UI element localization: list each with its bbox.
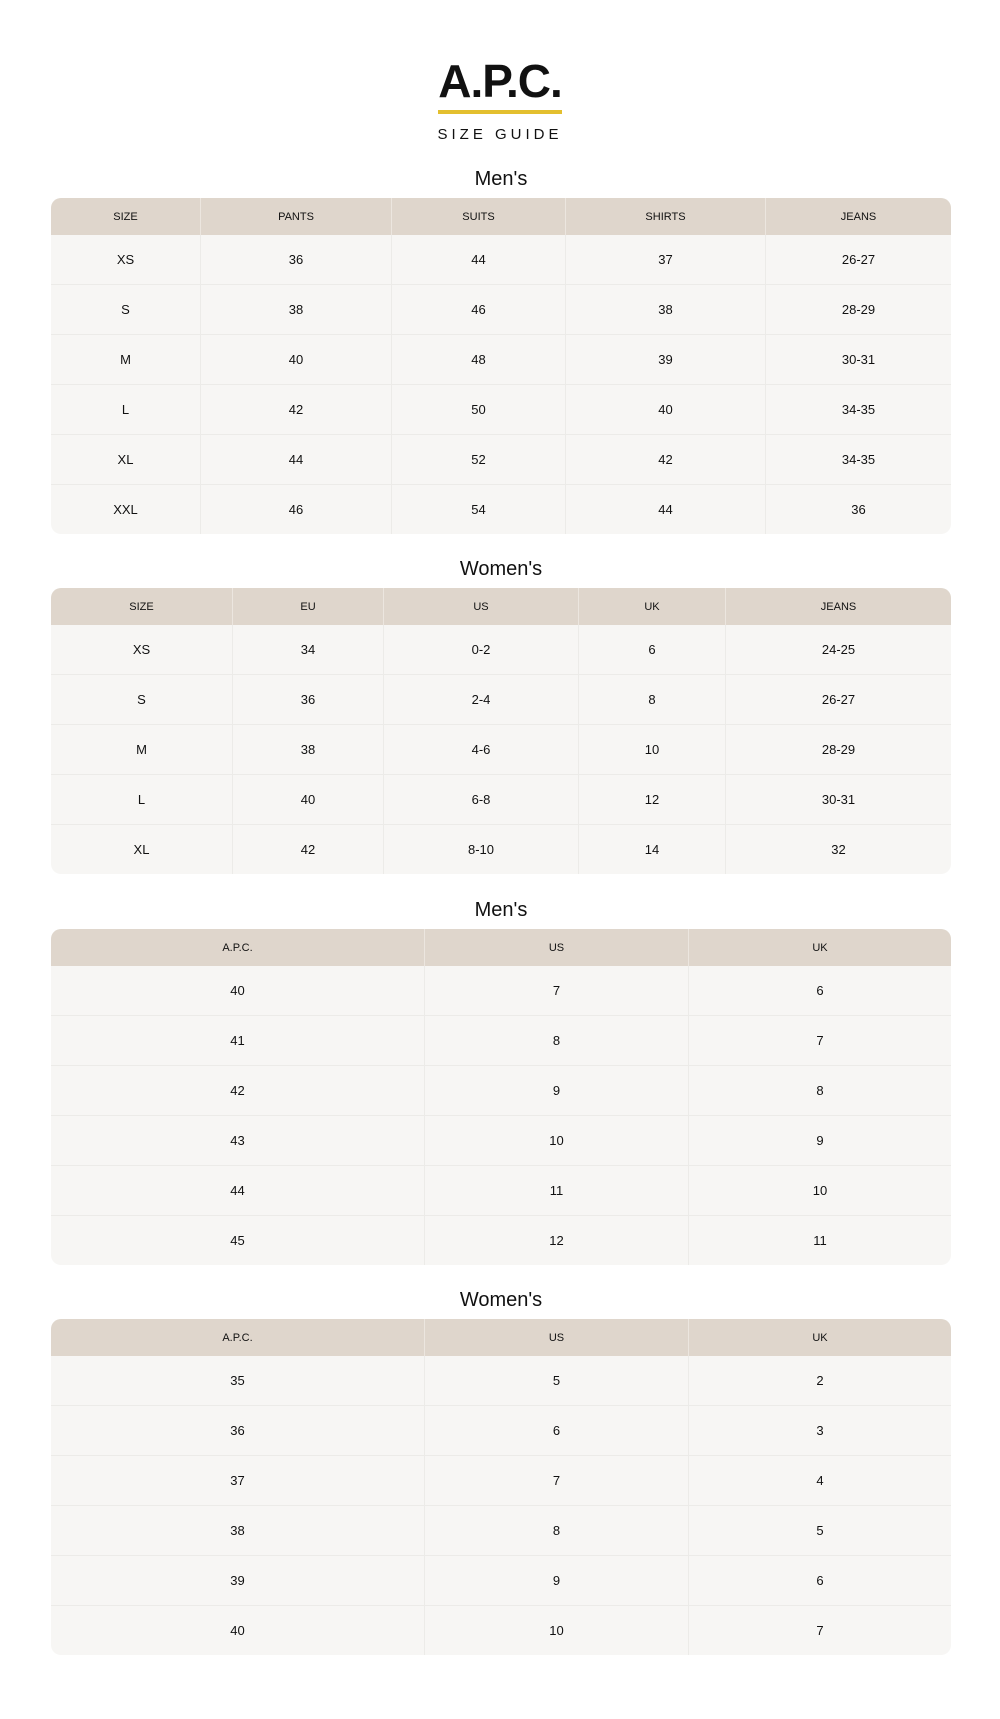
table-header-row bbox=[51, 588, 951, 625]
table-row bbox=[51, 1115, 951, 1165]
table-cell: 46 bbox=[200, 484, 391, 534]
table-cell: 28-29 bbox=[765, 284, 951, 334]
table-cell: 38 bbox=[200, 284, 391, 334]
column-header: UK bbox=[688, 929, 951, 966]
table-cell: 30-31 bbox=[725, 774, 951, 824]
mens-shoes-section bbox=[51, 897, 951, 1265]
table-row bbox=[51, 1605, 951, 1655]
table-row bbox=[51, 334, 951, 384]
table-row bbox=[51, 625, 951, 674]
table-cell: 9 bbox=[424, 1555, 688, 1605]
table-cell: 42 bbox=[51, 1065, 424, 1115]
table-cell: 39 bbox=[51, 1555, 424, 1605]
table-cell: 4 bbox=[688, 1455, 951, 1505]
table-cell: 28-29 bbox=[725, 724, 951, 774]
table-cell: 34 bbox=[232, 625, 383, 674]
table-cell: 2 bbox=[688, 1356, 951, 1405]
womens-shoes-section bbox=[51, 1287, 951, 1655]
column-header: JEANS bbox=[765, 198, 951, 235]
table-cell: L bbox=[51, 774, 232, 824]
table-row bbox=[51, 1356, 951, 1405]
table-cell: 4-6 bbox=[383, 724, 578, 774]
table-cell: 36 bbox=[200, 235, 391, 284]
column-header: SIZE bbox=[51, 588, 232, 625]
table-cell: 8 bbox=[578, 674, 725, 724]
table-cell: 7 bbox=[688, 1605, 951, 1655]
table-cell: 6 bbox=[578, 625, 725, 674]
table-cell: 7 bbox=[424, 1455, 688, 1505]
section-title: Men's bbox=[474, 899, 528, 921]
table-cell: 43 bbox=[51, 1115, 424, 1165]
mens-clothing-section bbox=[51, 166, 951, 534]
table-cell: 10 bbox=[688, 1165, 951, 1215]
table-cell: 0-2 bbox=[383, 625, 578, 674]
table-cell: 30-31 bbox=[765, 334, 951, 384]
table-cell: 9 bbox=[688, 1115, 951, 1165]
table-row bbox=[51, 774, 951, 824]
table-cell: 14 bbox=[578, 824, 725, 874]
column-header: A.P.C. bbox=[51, 1319, 424, 1356]
table-cell: 44 bbox=[565, 484, 765, 534]
column-header: UK bbox=[578, 588, 725, 625]
table-cell: 41 bbox=[51, 1015, 424, 1065]
table-cell: 26-27 bbox=[765, 235, 951, 284]
table-cell: 35 bbox=[230, 1373, 245, 1388]
table-cell: 37 bbox=[51, 1455, 424, 1505]
mens-shoes-table bbox=[51, 929, 951, 1265]
table-cell: XL bbox=[51, 434, 200, 484]
table-cell: 36 bbox=[51, 1405, 424, 1455]
section-title: Women's bbox=[459, 558, 543, 580]
table-cell: 37 bbox=[565, 235, 765, 284]
table-cell: 34-35 bbox=[765, 384, 951, 434]
table-cell: 24-25 bbox=[725, 625, 951, 674]
table-cell: 48 bbox=[391, 334, 565, 384]
table-cell: XXL bbox=[51, 484, 200, 534]
section-title: Women's bbox=[459, 1289, 543, 1311]
table-cell: 50 bbox=[391, 384, 565, 434]
womens-shoes-table bbox=[51, 1319, 951, 1655]
table-row bbox=[51, 384, 951, 434]
table-cell: 9 bbox=[424, 1065, 688, 1115]
table-cell: 26-27 bbox=[725, 674, 951, 724]
table-cell: 6-8 bbox=[383, 774, 578, 824]
table-cell: 10 bbox=[424, 1115, 688, 1165]
womens-clothing-table bbox=[51, 588, 951, 874]
table-cell: XL bbox=[51, 824, 232, 874]
table-cell: 12 bbox=[424, 1215, 688, 1265]
table-cell: 10 bbox=[578, 724, 725, 774]
column-header: SHIRTS bbox=[565, 198, 765, 235]
table-cell: 12 bbox=[578, 774, 725, 824]
table-cell: 8 bbox=[424, 1505, 688, 1555]
table-row bbox=[51, 1165, 951, 1215]
page-subtitle: SIZE GUIDE bbox=[437, 126, 563, 143]
section-title: Men's bbox=[474, 168, 528, 190]
page-header bbox=[0, 55, 1000, 144]
table-cell: 7 bbox=[688, 1015, 951, 1065]
column-header: EU bbox=[232, 588, 383, 625]
table-cell: 6 bbox=[424, 1405, 688, 1455]
table-row bbox=[51, 1455, 951, 1505]
table-cell: 8 bbox=[424, 1015, 688, 1065]
table-row bbox=[51, 284, 951, 334]
table-cell: 40 bbox=[51, 1605, 424, 1655]
table-cell: 7 bbox=[424, 966, 688, 1015]
table-row bbox=[51, 1555, 951, 1605]
table-cell: 8 bbox=[688, 1065, 951, 1115]
table-cell: 10 bbox=[424, 1605, 688, 1655]
table-cell: 11 bbox=[424, 1165, 688, 1215]
table-cell: L bbox=[51, 384, 200, 434]
table-cell: 38 bbox=[51, 1505, 424, 1555]
column-header: PANTS bbox=[200, 198, 391, 235]
table-row bbox=[51, 235, 951, 284]
table-row bbox=[51, 674, 951, 724]
column-header: JEANS bbox=[725, 588, 951, 625]
table-cell: 36 bbox=[765, 484, 951, 534]
table-cell: 40 bbox=[230, 983, 245, 998]
table-cell: 45 bbox=[51, 1215, 424, 1265]
table-cell: 52 bbox=[391, 434, 565, 484]
table-cell: 36 bbox=[232, 674, 383, 724]
table-row bbox=[51, 434, 951, 484]
table-cell: 11 bbox=[688, 1215, 951, 1265]
table-cell: 6 bbox=[688, 1555, 951, 1605]
table-row bbox=[51, 1405, 951, 1455]
table-cell: S bbox=[51, 284, 200, 334]
table-cell: 42 bbox=[200, 384, 391, 434]
table-row bbox=[51, 966, 951, 1015]
table-cell: 38 bbox=[232, 724, 383, 774]
table-row bbox=[51, 1215, 951, 1265]
table-cell: 44 bbox=[51, 1165, 424, 1215]
table-cell: 5 bbox=[688, 1505, 951, 1555]
table-cell: S bbox=[51, 674, 232, 724]
table-cell: 3 bbox=[688, 1405, 951, 1455]
table-cell: 6 bbox=[688, 966, 951, 1015]
table-header-row bbox=[51, 198, 951, 235]
column-header: US bbox=[424, 1319, 688, 1356]
table-cell: XS bbox=[132, 642, 151, 657]
womens-clothing-section bbox=[51, 556, 951, 874]
table-cell: 54 bbox=[391, 484, 565, 534]
column-header: A.P.C. bbox=[51, 929, 424, 966]
table-cell: 2-4 bbox=[383, 674, 578, 724]
table-cell: M bbox=[51, 724, 232, 774]
table-row bbox=[51, 1015, 951, 1065]
table-cell: 8-10 bbox=[383, 824, 578, 874]
table-row bbox=[51, 724, 951, 774]
table-cell: 39 bbox=[565, 334, 765, 384]
mens-clothing-table bbox=[51, 198, 951, 534]
column-header: SIZE bbox=[51, 198, 200, 235]
table-cell: 32 bbox=[725, 824, 951, 874]
table-cell: XS bbox=[116, 252, 135, 267]
table-cell: 38 bbox=[565, 284, 765, 334]
table-row bbox=[51, 1505, 951, 1555]
table-cell: 40 bbox=[565, 384, 765, 434]
column-header: US bbox=[424, 929, 688, 966]
table-cell: 44 bbox=[200, 434, 391, 484]
table-cell: 40 bbox=[200, 334, 391, 384]
table-cell: 42 bbox=[232, 824, 383, 874]
table-cell: 34-35 bbox=[765, 434, 951, 484]
brand-logo: A.P.C. bbox=[438, 58, 562, 114]
table-row bbox=[51, 1065, 951, 1115]
table-cell: 40 bbox=[232, 774, 383, 824]
table-cell: 44 bbox=[391, 235, 565, 284]
table-cell: 46 bbox=[391, 284, 565, 334]
table-header-row bbox=[51, 929, 951, 966]
table-cell: 42 bbox=[565, 434, 765, 484]
table-row bbox=[51, 484, 951, 534]
column-header: SUITS bbox=[391, 198, 565, 235]
column-header: UK bbox=[688, 1319, 951, 1356]
column-header: US bbox=[383, 588, 578, 625]
table-cell: M bbox=[51, 334, 200, 384]
table-header-row bbox=[51, 1319, 951, 1356]
table-cell: 5 bbox=[424, 1356, 688, 1405]
table-row bbox=[51, 824, 951, 874]
